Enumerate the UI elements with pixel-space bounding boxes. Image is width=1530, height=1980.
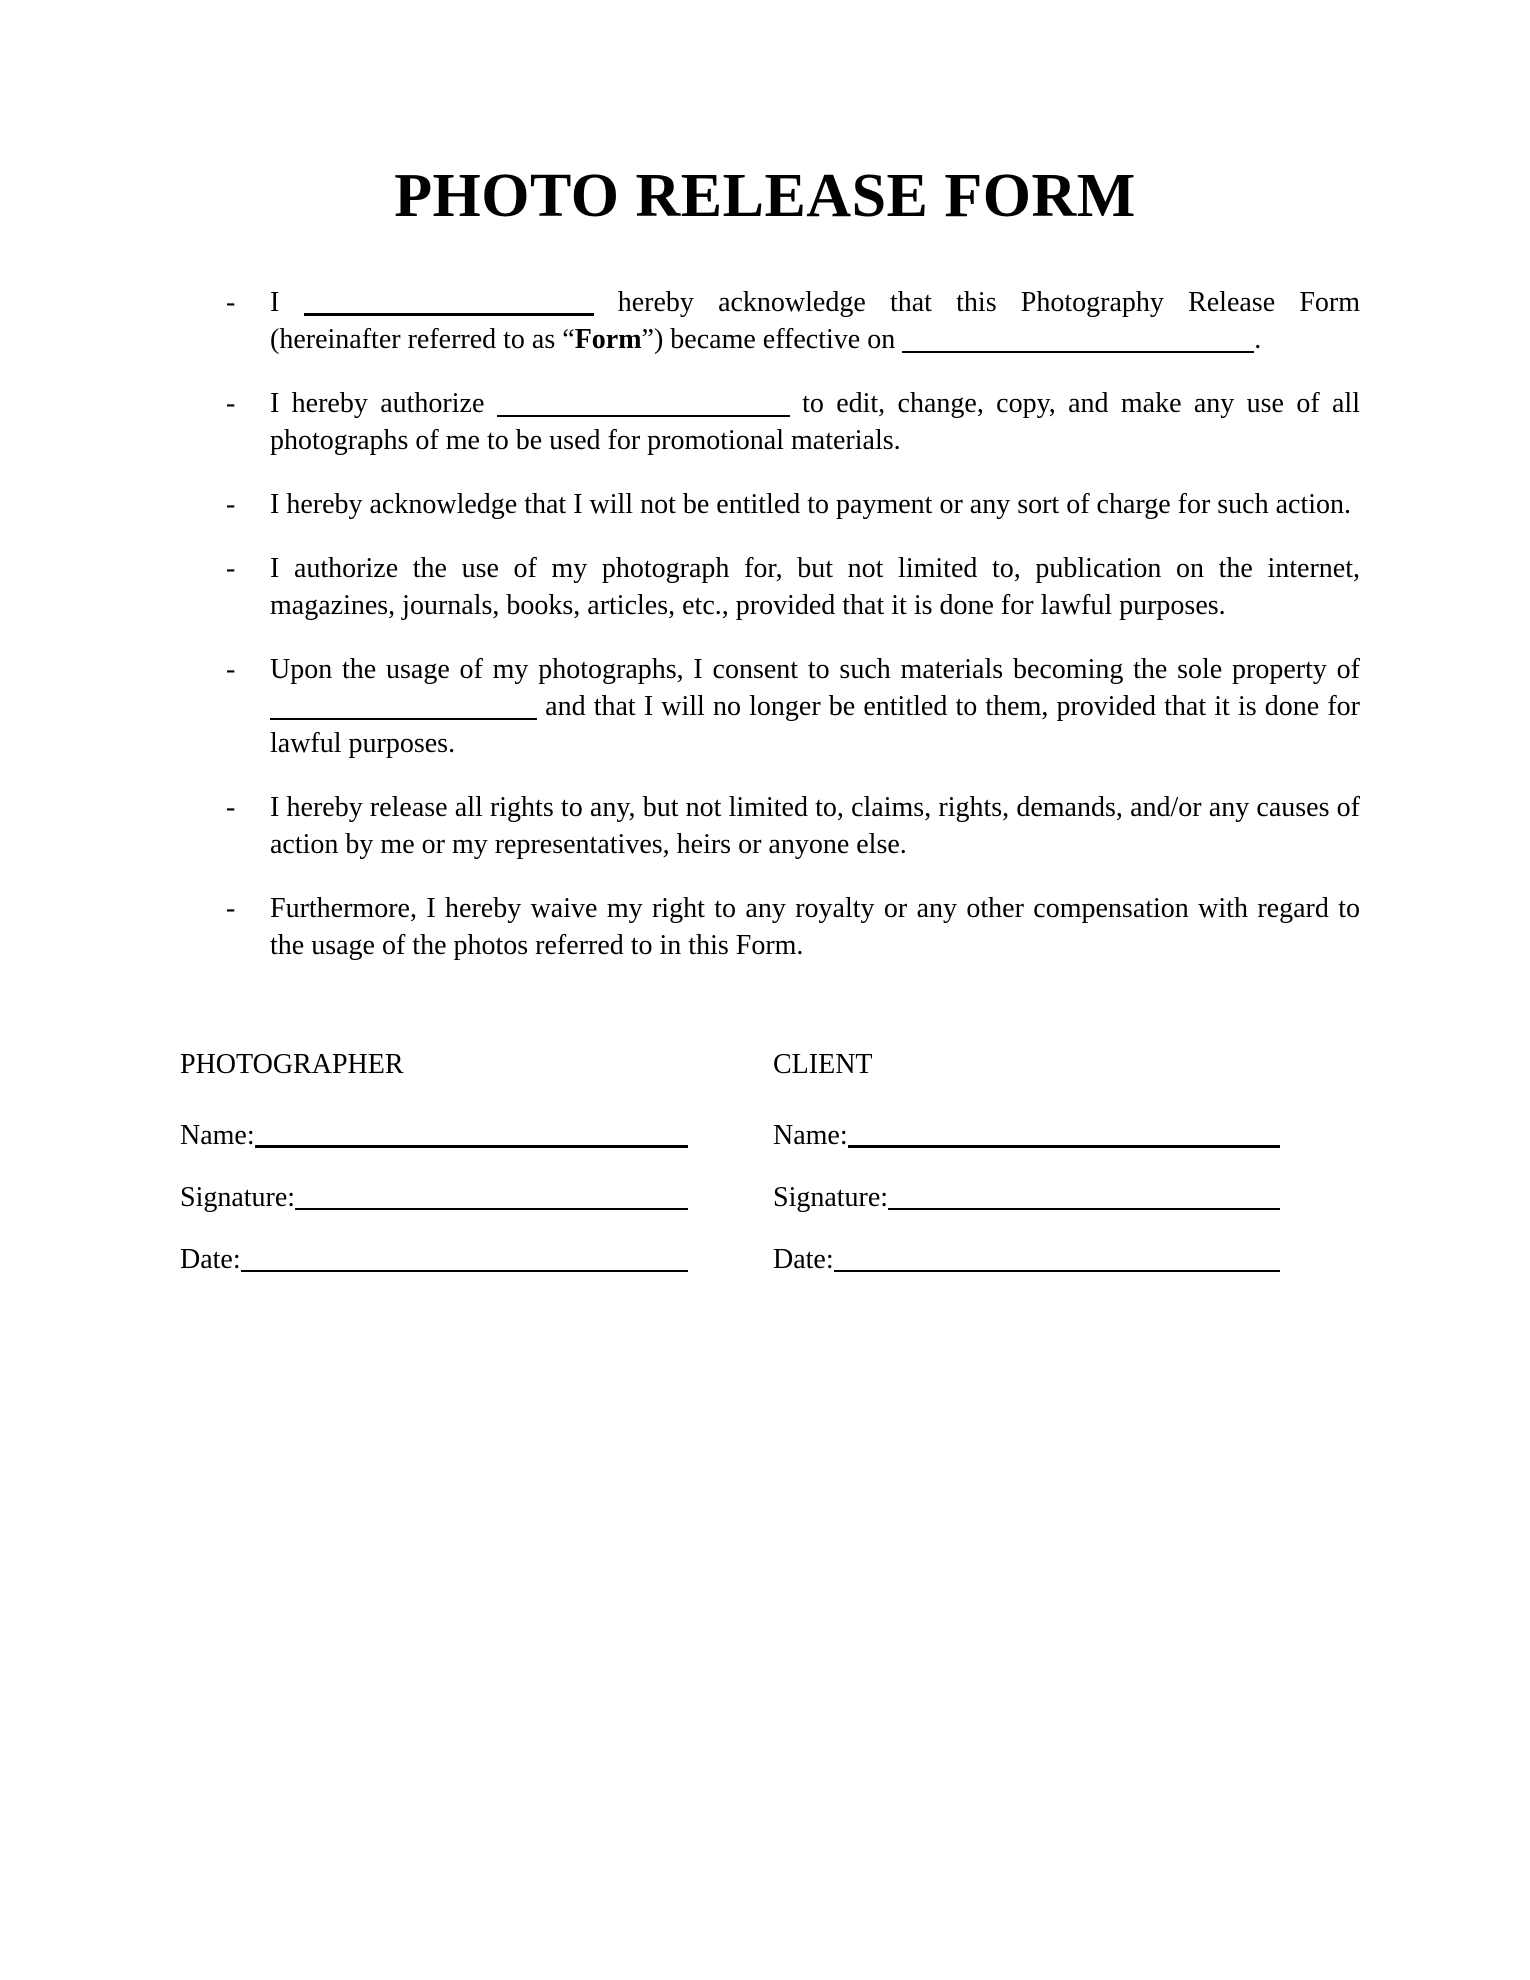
photographer-heading: PHOTOGRAPHER xyxy=(180,1049,404,1080)
client-fields xyxy=(773,1117,1280,1278)
text-run: I authorize the use of my photograph for, but not limited to, publication on the internet, magazines, journals, books, articles, etc., provided that it is done for lawful purposes. xyxy=(270,553,1360,621)
bullet-marker: - xyxy=(226,553,236,584)
field-label: Date: xyxy=(180,1244,241,1275)
text-run: ”) became effective on xyxy=(641,324,903,355)
text-run: to edit, change, copy, and make any use of all photographs of me to be used for promotional materials. xyxy=(270,388,1360,456)
text-run: I hereby release all rights to any, but not limited to, claims, rights, demands, and/or any causes of action by me or my representatives, heirs or anyone else. xyxy=(270,792,1360,860)
field-label: Signature: xyxy=(773,1182,889,1213)
bullet-marker: - xyxy=(226,388,236,419)
blank-underline xyxy=(497,415,790,417)
field-underline xyxy=(255,1145,688,1148)
bullet-text xyxy=(270,789,1360,863)
field-label: Name: xyxy=(180,1120,255,1151)
bullet-marker: - xyxy=(226,792,236,823)
field-label: Name: xyxy=(773,1120,848,1151)
signature-field xyxy=(180,1179,688,1216)
field-underline xyxy=(241,1270,688,1272)
bullet-item xyxy=(226,486,1360,523)
field-label: Signature: xyxy=(180,1182,296,1213)
signature-section xyxy=(180,1046,1360,1303)
photographer-fields xyxy=(180,1117,688,1278)
text-run: Upon the usage of my photographs, I consent to such materials becoming the sole property of xyxy=(270,654,1360,685)
text-run: Furthermore, I hereby waive my right to any royalty or any other compensation with regard to the usage of the photos referred to in this Form. xyxy=(270,893,1360,961)
signature-field xyxy=(180,1241,688,1278)
field-underline xyxy=(834,1270,1280,1272)
signature-field xyxy=(180,1117,688,1154)
bullet-marker: - xyxy=(226,654,236,685)
blank-underline xyxy=(270,718,537,720)
bullet-list xyxy=(226,284,1360,964)
bullet-text xyxy=(270,890,1360,964)
text-run: I hereby authorize xyxy=(270,388,497,419)
bullet-text xyxy=(270,651,1360,762)
field-label: Date: xyxy=(773,1244,834,1275)
page-title: PHOTO RELEASE FORM xyxy=(394,162,1136,230)
field-underline xyxy=(295,1208,688,1210)
bullet-item xyxy=(226,550,1360,624)
field-underline xyxy=(888,1208,1280,1210)
bullet-item xyxy=(226,890,1360,964)
bullet-item xyxy=(226,385,1360,459)
text-run: I xyxy=(270,287,304,318)
bullet-text xyxy=(270,550,1360,624)
bullet-marker: - xyxy=(226,893,236,924)
bullet-text xyxy=(270,284,1360,358)
client-signature-block xyxy=(773,1046,1280,1303)
blank-underline xyxy=(304,313,594,316)
text-run: I hereby acknowledge that I will not be entitled to payment or any sort of charge for such action. xyxy=(270,489,1352,520)
photographer-signature-block xyxy=(180,1046,688,1303)
bullet-marker: - xyxy=(226,489,236,520)
bullet-item xyxy=(226,284,1360,358)
blank-underline xyxy=(902,351,1254,353)
text-run: and that I will no longer be entitled to them, provided that it is done for lawful purposes. xyxy=(270,691,1360,759)
bold-term: Form xyxy=(574,324,642,355)
signature-field xyxy=(773,1117,1280,1154)
text-run: . xyxy=(1254,324,1262,355)
bullet-text xyxy=(270,385,1360,459)
field-underline xyxy=(848,1145,1280,1148)
signature-field xyxy=(773,1241,1280,1278)
signature-field xyxy=(773,1179,1280,1216)
bullet-item xyxy=(226,651,1360,762)
bullet-text xyxy=(270,486,1360,523)
bullet-item xyxy=(226,789,1360,863)
bullet-marker: - xyxy=(226,287,236,318)
client-heading: CLIENT xyxy=(773,1049,873,1080)
text-run: hereby acknowledge that this Photography Release Form (hereinafter referred to as “ xyxy=(270,287,1360,355)
